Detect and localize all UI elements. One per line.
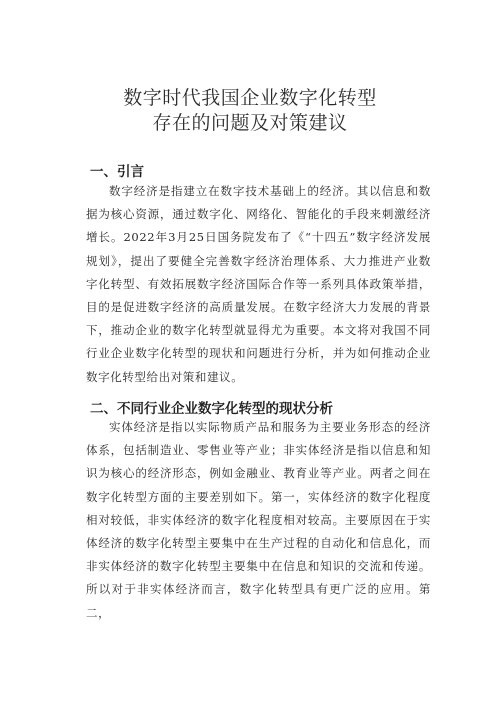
section-heading-introduction: 一、引言	[90, 164, 144, 180]
section-paragraph-introduction: 数字经济是指建立在数字技术基础上的经济。其以信息和数据为核心资源，通过数字化、网络化、智能化的手段来刺激经济增长。2022年3月25日国务院发布了《“十四五”数字经济发展规划》，提出了要健全完善数字经济治理体系、大力推进产业数字化转型、有效拓展数字经济国际合作等一系列具体政策举措，目的是促进数字经济的高质量发展。在数字经济大力发展的背景下，推动企业的数字化转型就显得尤为重要。本文将对我国不同行业企业数字化转型的现状和问题进行分析，并为如何推动企业数字化转型给出对策和建议。	[86, 184, 431, 384]
title-line-1: 数字时代我国企业数字化转型	[123, 87, 377, 109]
section-heading-status-analysis: 二、不同行业企业数字化转型的现状分析	[90, 401, 333, 417]
section-paragraph-status-analysis: 实体经济是指以实际物质产品和服务为主要业务形态的经济体系，包括制造业、零售业等产业；非实体经济是指以信息和知识为核心的经济形态，例如金融业、教育业等产业。两者之间在数字化转型方面的主要差别如下。第一，实体经济的数字化程度相对较低，非实体经济的数字化程度相对较高。主要原因在于实体经济的数字化转型主要集中在生产过程的自动化和信息化，而非实体经济的数字化转型主要集中在信息和知识的交流和传递。所以对于非实体经济而言，数字化转型具有更广泛的应用。第二，	[86, 420, 431, 620]
document-title	[0, 86, 500, 136]
title-line-2: 存在的问题及对策建议	[152, 112, 348, 134]
